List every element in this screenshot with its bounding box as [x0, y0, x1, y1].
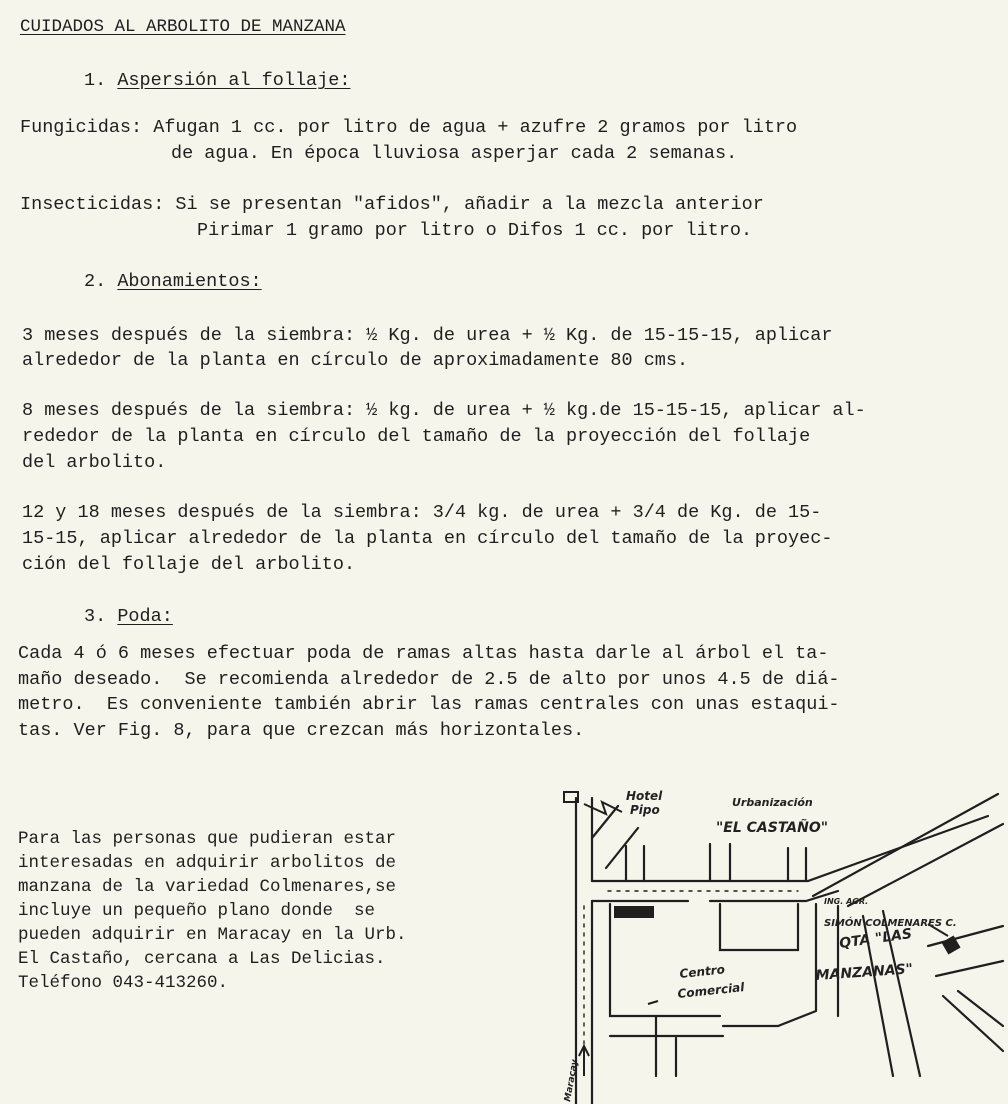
map-label-ing-2: SIMÓN COLMENARES C.	[824, 918, 957, 929]
fungicidas-line-2: de agua. En época lluviosa asperjar cada 2 semanas.	[171, 143, 738, 164]
arrow-icon	[579, 1046, 589, 1076]
info-line-1: Para las personas que pudieran estar	[18, 829, 397, 849]
map-label-qta-1: QTA "LAS	[838, 925, 914, 952]
map-label-centro-1: Centro	[678, 962, 726, 981]
abono-12-meses-line-1: 12 y 18 meses después de la siembra: 3/4 kg. de urea + 3/4 de Kg. de 15-	[22, 502, 822, 523]
poda-line-1: Cada 4 ó 6 meses efectuar poda de ramas altas hasta darle al árbol el ta-	[18, 643, 829, 664]
map-label-urb-1: Urbanización	[732, 796, 813, 809]
insecticidas-line-2: Pirimar 1 gramo por litro o Difos 1 cc. por litro.	[197, 220, 753, 241]
map-label-centro-2: Comercial	[676, 980, 746, 1001]
abono-12-meses-line-2: 15-15, aplicar alrededor de la planta en círculo del tamaño de la proyec-	[22, 528, 833, 549]
poda-line-3: metro. Es conveniente también abrir las ramas centrales con unas estaqui-	[18, 694, 840, 715]
map-road	[626, 844, 806, 881]
section-1-heading	[84, 68, 350, 94]
abono-8-meses-line-3: del arbolito.	[22, 452, 167, 473]
arrow-icon	[648, 1001, 658, 1004]
map-road	[592, 891, 838, 901]
info-line-4: incluye un pequeño plano donde se	[18, 901, 376, 921]
section-2-heading	[84, 269, 262, 295]
section-3-heading	[84, 604, 173, 630]
map-label-urb-2: "EL CASTAÑO"	[716, 820, 829, 836]
section-3-number: 3.	[84, 606, 107, 627]
section-1-number: 1.	[84, 70, 107, 91]
map-label-hotel-1: Hotel	[626, 789, 663, 803]
info-line-7: Teléfono 043-413260.	[18, 973, 229, 993]
map-road	[813, 794, 1003, 906]
section-3-title: Poda:	[117, 606, 173, 627]
map-road	[943, 991, 1003, 1051]
section-1-title: Aspersión al follaje:	[117, 70, 351, 91]
location-map	[548, 776, 1008, 1104]
fungicidas-line-1: Fungicidas: Afugan 1 cc. por litro de agua + azufre 2 gramos por litro	[20, 117, 798, 138]
map-label-qta-2: MANZANAS"	[815, 961, 914, 984]
info-line-3: manzana de la variedad Colmenares,se	[18, 877, 397, 897]
poda-line-2: maño deseado. Se recomienda alrededor de 2.5 de alto por unos 4.5 de diá-	[18, 669, 840, 690]
map-road	[723, 904, 816, 1026]
section-2-number: 2.	[84, 271, 107, 292]
map-building	[614, 906, 654, 918]
insecticidas-line-1: Insecticidas: Si se presentan "afidos", añadir a la mezcla anterior	[20, 194, 764, 215]
map-road	[656, 1016, 676, 1076]
abono-3-meses-line-1: 3 meses después de la siembra: ½ Kg. de urea + ½ Kg. de 15-15-15, aplicar	[22, 325, 833, 346]
section-2-title: Abonamientos:	[117, 271, 262, 292]
abono-8-meses-line-2: rededor de la planta en círculo del tamaño de la proyección del follaje	[22, 426, 811, 447]
poda-line-4: tas. Ver Fig. 8, para que crezcan más horizontales.	[18, 720, 585, 741]
page-title: CUIDADOS AL ARBOLITO DE MANZANA	[20, 17, 346, 37]
info-line-2: interesadas en adquirir arbolitos de	[18, 853, 397, 873]
map-road	[928, 926, 1003, 976]
map-label-ing-1: ING. AGR.	[824, 897, 869, 906]
info-line-5: pueden adquirir en Maracay en la Urb.	[18, 925, 407, 945]
info-line-6: El Castaño, cercana a Las Delicias.	[18, 949, 386, 969]
map-label-road: Maracay	[563, 1058, 581, 1103]
abono-3-meses-line-2: alrededor de la planta en círculo de aproximadamente 80 cms.	[22, 350, 689, 371]
abono-12-meses-line-3: ción del follaje del arbolito.	[22, 554, 356, 575]
abono-8-meses-line-1: 8 meses después de la siembra: ½ kg. de urea + ½ kg.de 15-15-15, aplicar al-	[22, 400, 866, 421]
map-road	[720, 904, 798, 950]
map-label-hotel-2: Pipo	[630, 803, 660, 817]
